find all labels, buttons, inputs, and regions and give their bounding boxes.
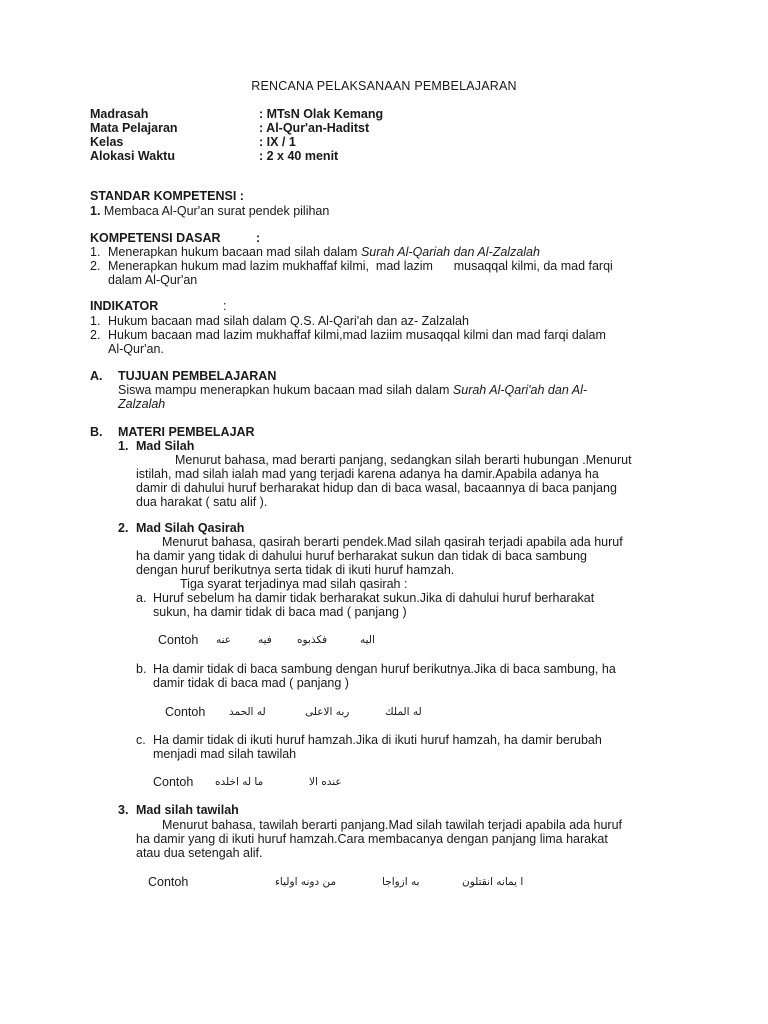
- tujuan-letter: A.: [90, 369, 103, 383]
- materi-letter: B.: [90, 425, 103, 439]
- tujuan-line1: [118, 383, 678, 397]
- mad-silah-line2: istilah, mad silah ialah mad yang terjadi karena adanya ha damir.Apabila adanya ha: [136, 467, 599, 481]
- mad-silah-num: 1.: [118, 439, 129, 453]
- contoh-b-arabic-2: ربه الاعلى: [305, 706, 350, 718]
- syarat-a-letter: a.: [136, 591, 147, 605]
- identity-value-alokasi: : 2 x 40 menit: [259, 149, 339, 163]
- syarat-c-letter: c.: [136, 733, 146, 747]
- kompetensi-num-2: 2.: [90, 259, 101, 273]
- mad-silah-line3: damir di dahului huruf berharakat hidup dan di baca wasal, bacaannya di baca panjang: [136, 481, 617, 495]
- standar-heading: STANDAR KOMPETENSI :: [90, 189, 244, 203]
- contoh-tawilah-arabic-2: به ازواجا: [382, 876, 420, 888]
- tawilah-num: 3.: [118, 803, 129, 817]
- tujuan-plain: Siswa mampu menerapkan hukum bacaan mad silah dalam: [118, 383, 453, 397]
- standar-num: 1.: [90, 204, 101, 218]
- identity-label-mapel: Mata Pelajaran: [90, 121, 178, 135]
- indikator-colon: :: [223, 299, 227, 313]
- contoh-tawilah-arabic-1: من دونه اولياء: [275, 876, 337, 888]
- identity-value-mapel: : Al-Qur'an-Haditst: [259, 121, 370, 135]
- indikator-num-2: 2.: [90, 328, 101, 342]
- mad-silah-line4: dua harakat ( satu alif ).: [136, 495, 268, 509]
- qasirah-num: 2.: [118, 521, 129, 535]
- standar-item: [90, 204, 329, 218]
- syarat-c-line2: menjadi mad silah tawilah: [153, 747, 297, 761]
- identity-label-madrasah: Madrasah: [90, 107, 149, 121]
- identity-label-alokasi: Alokasi Waktu: [90, 149, 175, 163]
- contoh-a-arabic-1: عنه: [216, 634, 232, 646]
- contoh-a-label: Contoh: [158, 633, 199, 647]
- tawilah-heading: Mad silah tawilah: [136, 803, 239, 817]
- page-title: RENCANA PELAKSANAAN PEMBELAJARAN: [251, 79, 517, 93]
- tawilah-line3: atau dua setengah alif.: [136, 846, 263, 860]
- contoh-b-arabic-1: له الحمد: [229, 706, 266, 718]
- syarat-b-letter: b.: [136, 662, 147, 676]
- syarat-a-line2: sukun, ha damir tidak di baca mad ( panjang ): [153, 605, 407, 619]
- contoh-a-arabic-3: فكذبوه: [297, 634, 328, 646]
- contoh-b-arabic-3: له الملك: [385, 706, 422, 718]
- tujuan-line2: Zalzalah: [118, 397, 166, 411]
- contoh-c-label: Contoh: [153, 775, 194, 789]
- contoh-tawilah-label: Contoh: [148, 875, 189, 889]
- identity-value-madrasah: : MTsN Olak Kemang: [259, 107, 384, 121]
- indikator-text-2-line2: Al-Qur'an.: [108, 342, 164, 356]
- indikator-text-1: Hukum bacaan mad silah dalam Q.S. Al-Qari'ah dan az- Zalzalah: [108, 314, 469, 328]
- kompetensi-colon: :: [256, 231, 261, 245]
- syarat-b-line2: damir tidak di baca mad ( panjang ): [153, 676, 349, 690]
- tawilah-line1: Menurut bahasa, tawilah berarti panjang.Mad silah tawilah terjadi apabila ada huruf: [162, 818, 623, 832]
- kompetensi-item-1: [108, 245, 540, 259]
- kompetensi-italic-1: Surah Al-Qariah dan Al-Zalzalah: [360, 245, 540, 259]
- contoh-a-arabic-4: اليه: [360, 634, 375, 646]
- syarat-b-line1: Ha damir tidak di baca sambung dengan huruf berikutnya.Jika di baca sambung, ha: [153, 662, 616, 676]
- kompetensi-text-2-line1: Menerapkan hukum mad lazim mukhaffaf kilmi, mad lazim musaqqal kilmi, da mad farqi: [108, 259, 613, 273]
- indikator-num-1: 1.: [90, 314, 101, 328]
- kompetensi-text-2-line2: dalam Al-Qur'an: [108, 273, 198, 287]
- standar-text: Membaca Al-Qur'an surat pendek pilihan: [100, 204, 330, 218]
- identity-value-kelas: : IX / 1: [259, 135, 296, 149]
- qasirah-line2: ha damir yang tidak di dahului huruf berharakat sukun dan tidak di baca sambung: [136, 549, 587, 563]
- kompetensi-heading: KOMPETENSI DASAR: [90, 231, 221, 245]
- qasirah-line3: dengan huruf berikutnya serta tidak di ikuti huruf hamzah.: [136, 563, 455, 577]
- contoh-c-arabic-1: ما له اخلده: [215, 776, 264, 788]
- indikator-text-2-line1: Hukum bacaan mad lazim mukhaffaf kilmi,mad laziim musaqqal kilmi dan mad farqi dalam: [108, 328, 606, 342]
- contoh-tawilah-arabic-3: ا يمانه انقتلون: [462, 876, 524, 888]
- contoh-c-arabic-2: عنده الا: [309, 776, 342, 788]
- identity-label-kelas: Kelas: [90, 135, 124, 149]
- indikator-heading: INDIKATOR: [90, 299, 159, 313]
- tawilah-line2: ha damir yang di ikuti huruf hamzah.Cara membacanya dengan panjang lima harakat: [136, 832, 608, 846]
- qasirah-heading: Mad Silah Qasirah: [136, 521, 245, 535]
- qasirah-tiga: Tiga syarat terjadinya mad silah qasirah :: [180, 577, 408, 591]
- contoh-b-label: Contoh: [165, 705, 206, 719]
- qasirah-line1: Menurut bahasa, qasirah berarti pendek.Mad silah qasirah terjadi apabila ada huruf: [162, 535, 623, 549]
- contoh-a-arabic-2: فيه: [258, 634, 272, 646]
- tujuan-italic: Surah Al-Qari'ah dan Al-: [452, 383, 588, 397]
- syarat-c-line1: Ha damir tidak di ikuti huruf hamzah.Jika di ikuti huruf hamzah, ha damir berubah: [153, 733, 602, 747]
- syarat-a-line1: Huruf sebelum ha damir tidak berharakat sukun.Jika di dahului huruf berharakat: [153, 591, 595, 605]
- materi-heading: MATERI PEMBELAJAR: [118, 425, 255, 439]
- kompetensi-num-1: 1.: [90, 245, 101, 259]
- mad-silah-line1: Menurut bahasa, mad berarti panjang, sedangkan silah berarti hubungan .Menurut: [175, 453, 632, 467]
- mad-silah-heading: Mad Silah: [136, 439, 195, 453]
- kompetensi-text-1: Menerapkan hukum bacaan mad silah dalam: [108, 245, 361, 259]
- tujuan-heading: TUJUAN PEMBELAJARAN: [118, 369, 277, 383]
